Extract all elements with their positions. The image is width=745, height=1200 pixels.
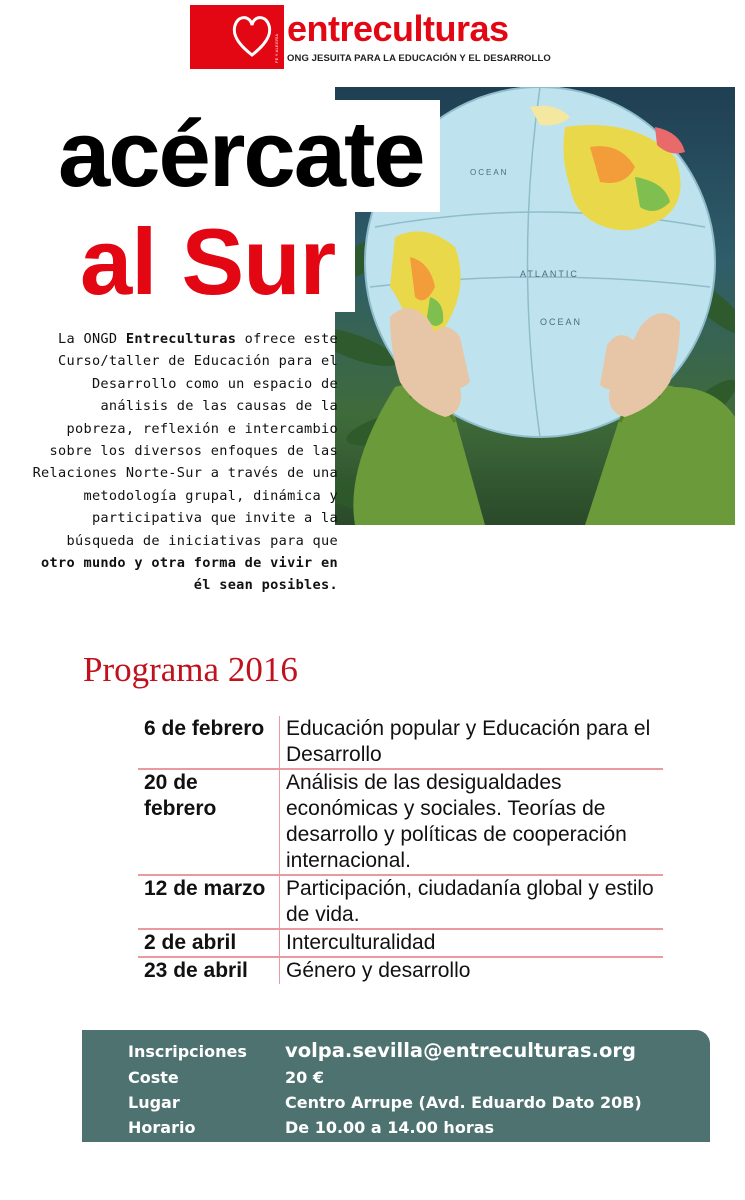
headline-line-2 [0, 209, 355, 314]
intro-text-closing: otro mundo y otra forma de vivir en él sean posibles. [41, 555, 338, 594]
globe-label-atlantic: ATLANTIC [520, 269, 579, 279]
session-date: 2 de abril [138, 929, 280, 957]
session-date: 20 de febrero [138, 769, 280, 875]
headline-text-2: al Sur [80, 209, 336, 314]
session-topic: Interculturalidad [280, 929, 664, 957]
info-value: De 10.00 a 14.00 horas [285, 1118, 495, 1137]
info-row-registration [82, 1039, 710, 1067]
table-row [138, 957, 663, 984]
program-schedule [138, 716, 663, 984]
info-box [82, 1030, 710, 1142]
globe-label-ocean-2: OCEAN [470, 168, 509, 177]
intro-text-start: La ONGD [58, 331, 126, 347]
info-row-location [82, 1093, 710, 1118]
session-topic: Análisis de las desigualdades económicas y sociales. Teorías de desarrollo y políticas de cooperación internacional. [280, 769, 664, 875]
table-row [138, 929, 663, 957]
table-row [138, 716, 663, 769]
table-row [138, 769, 663, 875]
session-date: 23 de abril [138, 957, 280, 984]
info-row-schedule [82, 1118, 710, 1143]
session-topic: Educación popular y Educación para el Desarrollo [286, 717, 651, 766]
logo-side-text: FE Y ALEGRÍA [274, 33, 279, 63]
info-label: Coste [128, 1068, 179, 1087]
headline-line-1 [0, 100, 440, 212]
heart-icon [230, 11, 274, 61]
info-value: Centro Arrupe (Avd. Eduardo Dato 20B) [285, 1093, 642, 1112]
globe-label-ocean-1: OCEAN [540, 317, 583, 327]
program-title: Programa 2016 [83, 650, 298, 689]
info-row-cost [82, 1068, 710, 1093]
intro-text-body: ofrece este Curso/taller de Educación para el Desarrollo como un espacio de análisis de las causas de la pobreza, reflexión e intercambio sobre los diversos enfoques de las Relaciones Norte-Sur a través de una metodología grupal, dinámica y participativa que invite a la búsqueda de iniciativas para que [32, 331, 338, 549]
session-date: 12 de marzo [138, 875, 280, 929]
session-topic: Participación, ciudadanía global y estilo de vida. [280, 875, 664, 929]
table-row [138, 875, 663, 929]
brand-name: entreculturas [287, 8, 509, 49]
info-label: Inscripciones [128, 1042, 247, 1061]
info-value: 20 € [285, 1068, 324, 1087]
info-label: Horario [128, 1118, 196, 1137]
logo-mark [190, 5, 284, 69]
session-date: 6 de febrero [138, 716, 280, 769]
brand-tagline: ONG JESUITA PARA LA EDUCACIÓN Y EL DESARROLLO [287, 53, 551, 64]
info-label: Lugar [128, 1093, 180, 1112]
headline-text-1: acércate [58, 101, 424, 206]
session-topic: Género y desarrollo [280, 957, 664, 984]
intro-paragraph [30, 328, 338, 597]
intro-brand: Entreculturas [125, 331, 237, 347]
registration-email-link[interactable]: volpa.sevilla@entreculturas.org [285, 1039, 636, 1062]
logo [190, 5, 551, 69]
